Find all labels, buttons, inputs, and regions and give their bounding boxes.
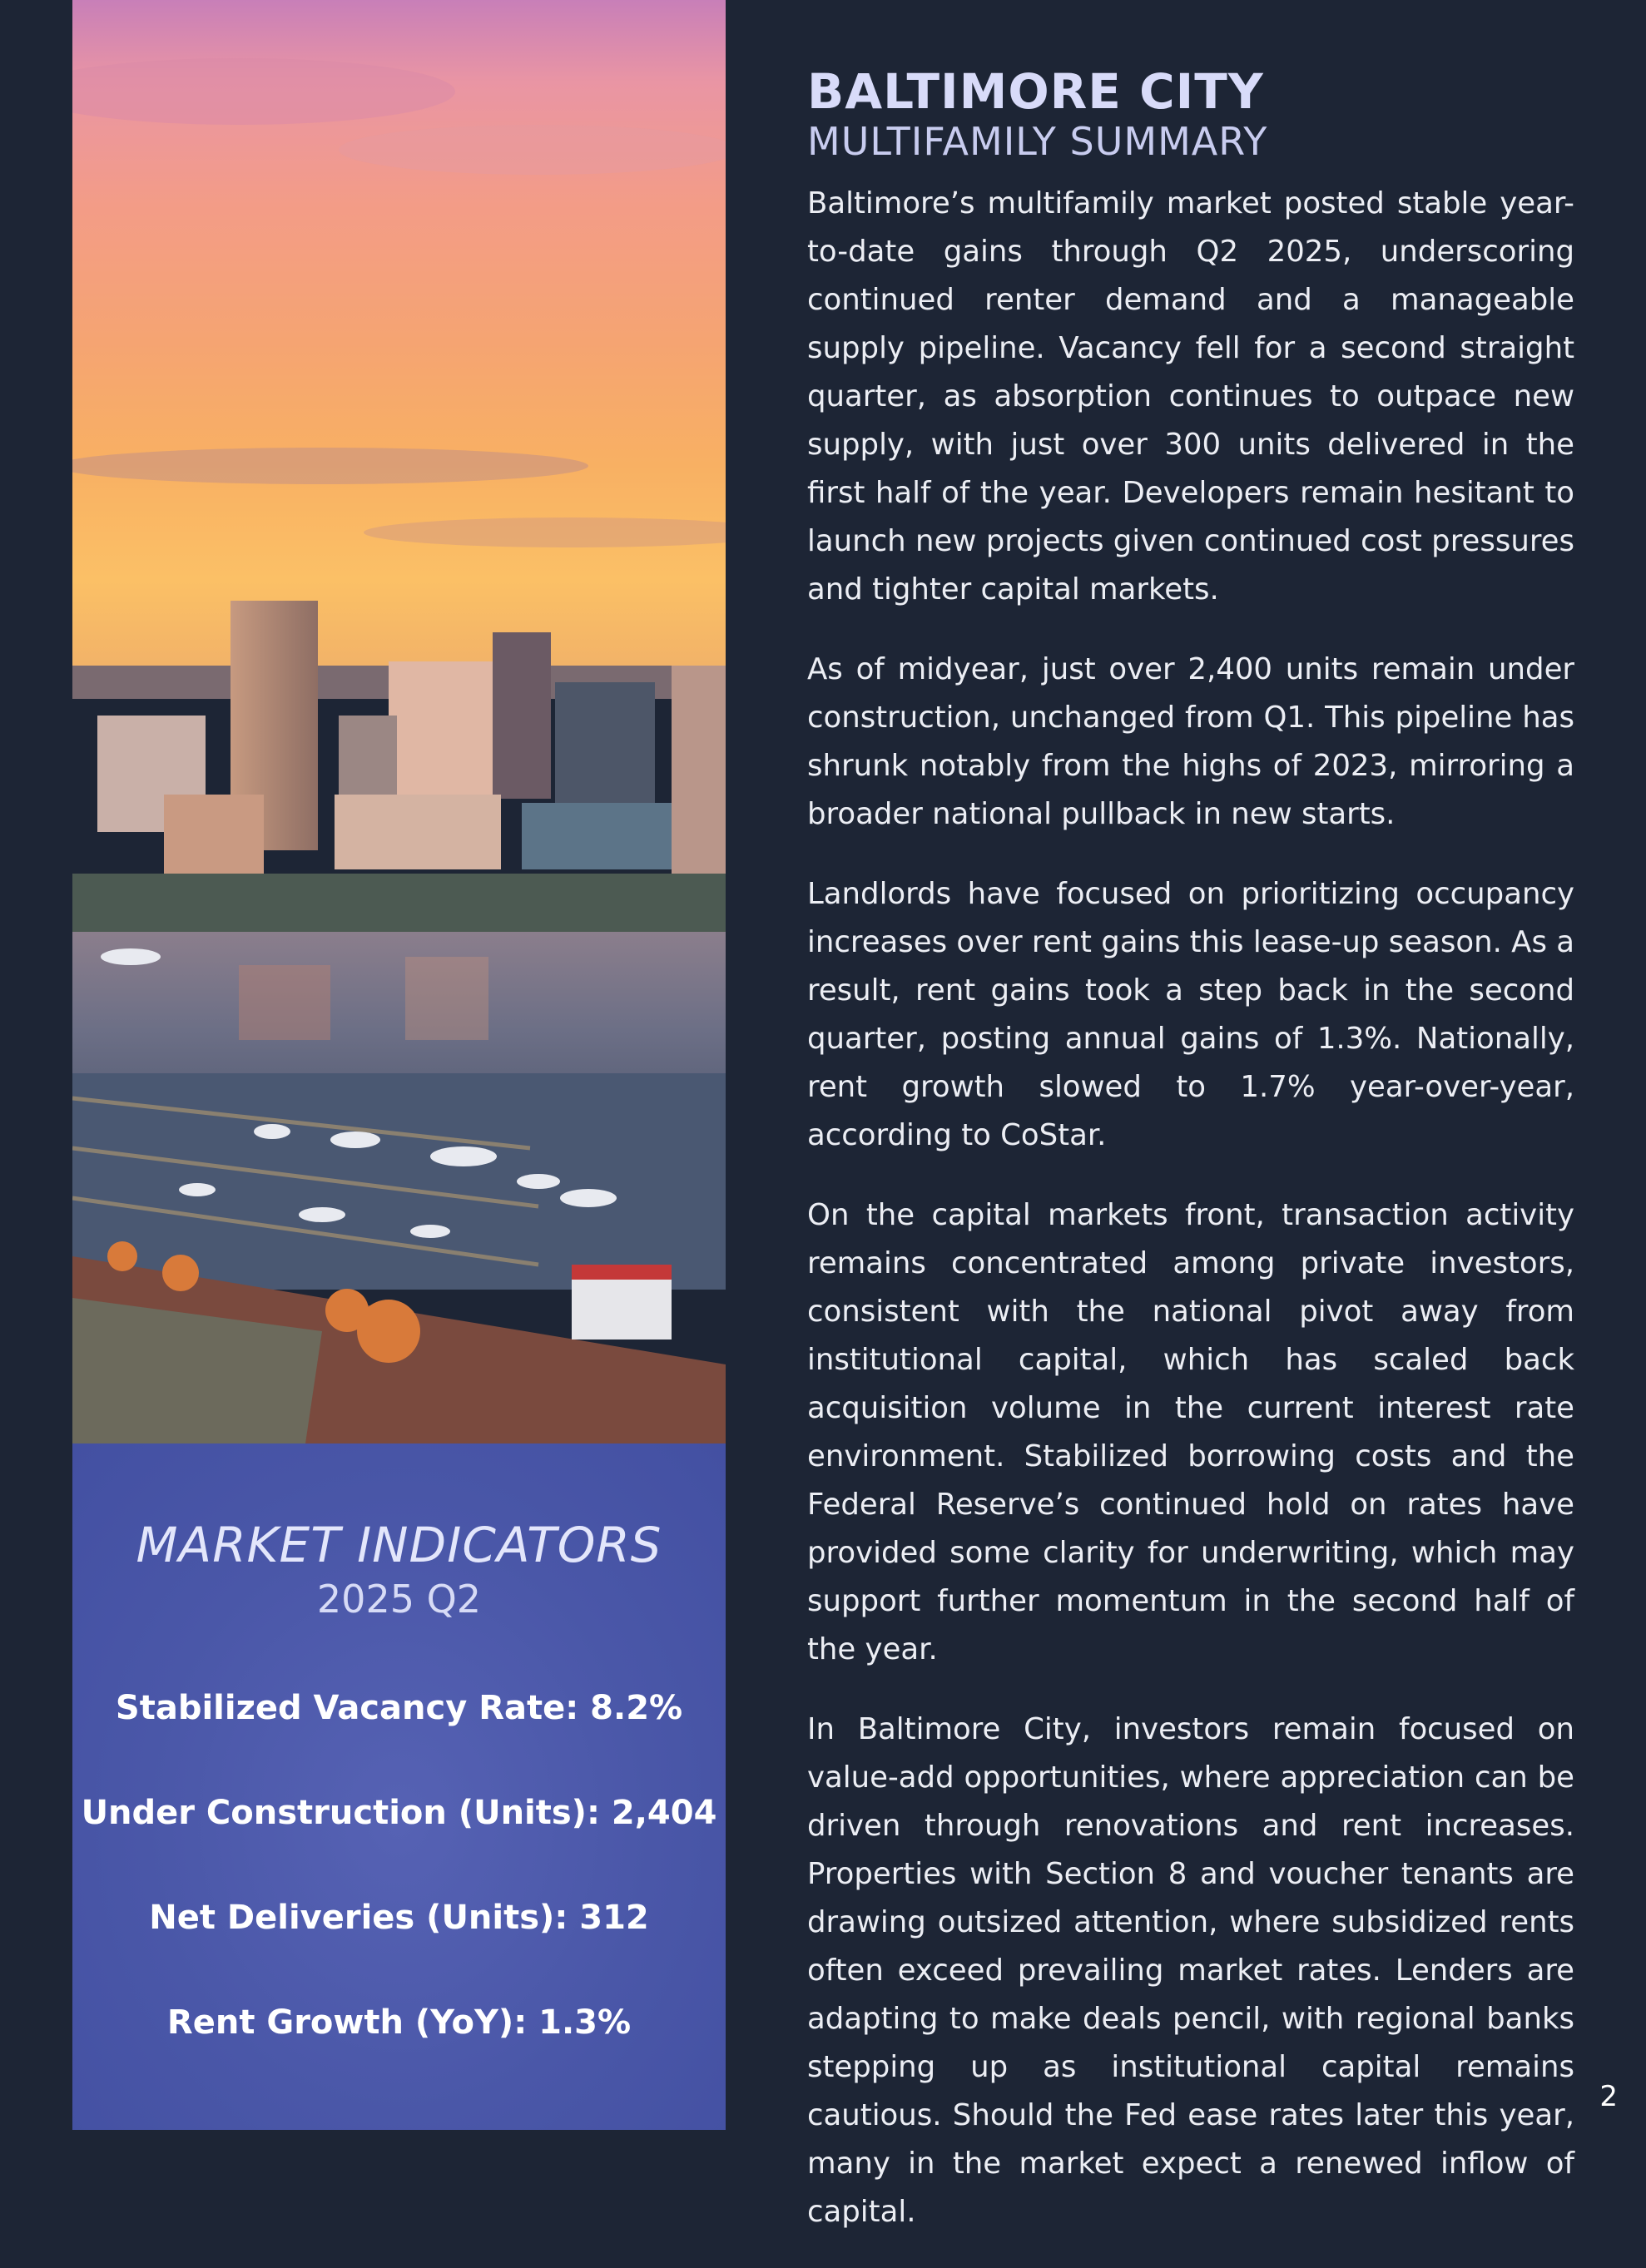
indicator-vacancy-rate: Stabilized Vacancy Rate: 8.2% (115, 1689, 683, 1727)
summary-column (807, 65, 1574, 2268)
indicator-rent-growth: Rent Growth (YoY): 1.3% (166, 2003, 632, 2042)
baltimore-harbor-photo (72, 0, 726, 1443)
summary-paragraph: Landlords have focused on prioritizing occupancy increases over rent gains this lease-up season. As a result, rent gains took a step back in the second quarter, posting annual gains of 1.3%. Nationally, rent growth slowed to 1.7% year-over-year, according to CoStar. (807, 877, 1574, 1152)
summary-paragraph: On the capital markets front, transaction activity remains concentrated among private investors, consistent with the national pivot away from institutional capital, which has scaled back acquisition volume in the current interest rate environment. Stabilized borrowing costs and the Federal Reserve’s continued hold on rates have provided some clarity for underwriting, which may support further momentum in the second half of the year. (807, 1198, 1574, 1666)
left-column (72, 0, 726, 2130)
summary-paragraph: Baltimore’s multifamily market posted stable year-to-date gains through Q2 2025, underscoring continued renter demand and a manageable supply pipeline. Vacancy fell for a second straight quarter, as absorption continues to outpace new supply, with just over 300 units delivered in the first half of the year. Developers remain hesitant to launch new projects given continued cost pressures and tighter capital markets. (807, 186, 1574, 607)
page-subtitle: MULTIFAMILY SUMMARY (807, 119, 1268, 164)
indicator-under-construction: Under Construction (Units): 2,404 (81, 1794, 717, 1832)
page-title: BALTIMORE CITY (807, 63, 1264, 120)
indicator-net-deliveries: Net Deliveries (Units): 312 (149, 1899, 649, 1937)
market-indicators-period: 2025 Q2 (316, 1577, 482, 1622)
summary-paragraph: As of midyear, just over 2,400 units remain under construction, unchanged from Q1. This pipeline has shrunk notably from the highs of 2023, mirroring a broader national pullback in new starts. (807, 652, 1574, 831)
market-indicators-panel (72, 1443, 726, 2130)
page-number: 2 (1599, 2080, 1618, 2113)
summary-paragraph: In Baltimore City, investors remain focused on value-add opportunities, where appreciation can be driven through renovations and rent increases. Properties with Section 8 and voucher tenants are drawing outsized attention, where subsidized rents often exceed prevailing market rates. Lenders are adapting to make deals pencil, with regional banks stepping up as institutional capital remains cautious. Should the Fed ease rates later this year, many in the market expect a renewed inflow of capital. (807, 1712, 1574, 2229)
market-indicators-title: MARKET INDICATORS (136, 1517, 662, 1573)
